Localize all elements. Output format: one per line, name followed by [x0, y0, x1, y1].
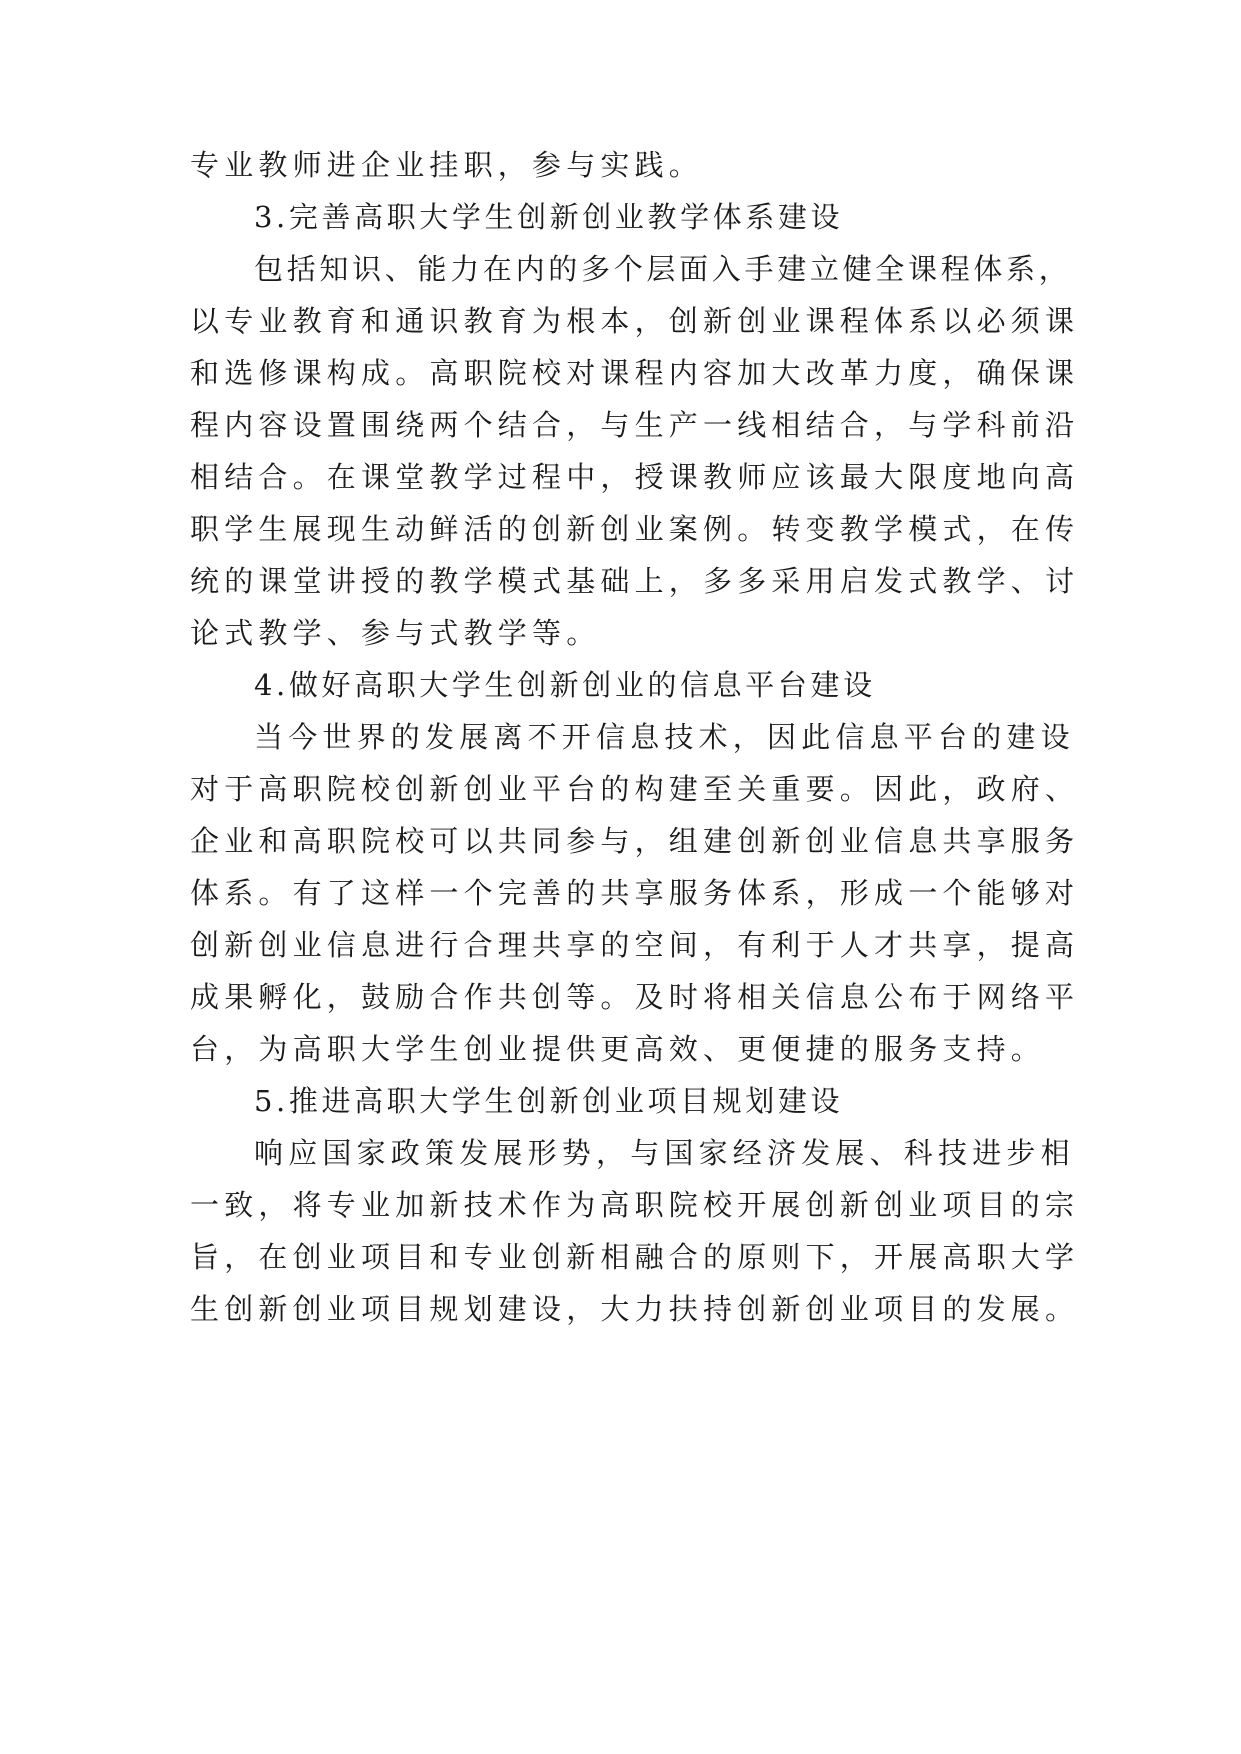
text-line-1: 专业教师进企业挂职，参与实践。	[190, 148, 704, 182]
text-line-16: 创新创业信息进行合理共享的空间，有利于人才共享，提高	[190, 928, 1080, 962]
text-line-6: 程内容设置围绕两个结合，与生产一线相结合，与学科前沿	[190, 408, 1080, 442]
section-heading-4: 4.做好高职大学生创新创业的信息平台建设	[254, 668, 876, 702]
text-line-5: 和选修课构成。高职院校对课程内容加大改革力度，确保课	[190, 356, 1080, 390]
text-line-3: 包括知识、能力在内的多个层面入手建立健全课程体系，	[254, 252, 1072, 286]
text-line-10: 论式教学、参与式教学等。	[190, 616, 601, 650]
text-line-22: 旨，在创业项目和专业创新相融合的原则下，开展高职大学	[190, 1240, 1080, 1274]
text-line-9: 统的课堂讲授的教学模式基础上，多多采用启发式教学、讨	[190, 564, 1080, 598]
text-line-7: 相结合。在课堂教学过程中，授课教师应该最大限度地向高	[190, 460, 1080, 494]
text-line-14: 企业和高职院校可以共同参与，组建创新创业信息共享服务	[190, 824, 1080, 858]
text-line-15: 体系。有了这样一个完善的共享服务体系，形成一个能够对	[190, 876, 1080, 910]
section-heading-3: 3.完善高职大学生创新创业教学体系建设	[254, 200, 844, 234]
text-line-23: 生创新创业项目规划建设，大力扶持创新创业项目的发展。	[190, 1292, 1080, 1326]
text-line-8: 职学生展现生动鲜活的创新创业案例。转变教学模式，在传	[190, 512, 1080, 546]
text-line-17: 成果孵化，鼓励合作共创等。及时将相关信息公布于网络平	[190, 980, 1080, 1014]
text-line-20: 响应国家政策发展形势，与国家经济发展、科技进步相	[254, 1136, 1075, 1170]
text-line-21: 一致，将专业加新技术作为高职院校开展创新创业项目的宗	[190, 1188, 1080, 1222]
text-line-13: 对于高职院校创新创业平台的构建至关重要。因此，政府、	[190, 772, 1080, 806]
text-line-12: 当今世界的发展离不开信息技术，因此信息平台的建设	[254, 720, 1075, 754]
text-line-18: 台，为高职大学生创业提供更高效、更便捷的服务支持。	[190, 1032, 1046, 1066]
section-heading-5: 5.推进高职大学生创新创业项目规划建设	[254, 1084, 844, 1118]
text-line-4: 以专业教育和通识教育为根本，创新创业课程体系以必须课	[190, 304, 1080, 338]
